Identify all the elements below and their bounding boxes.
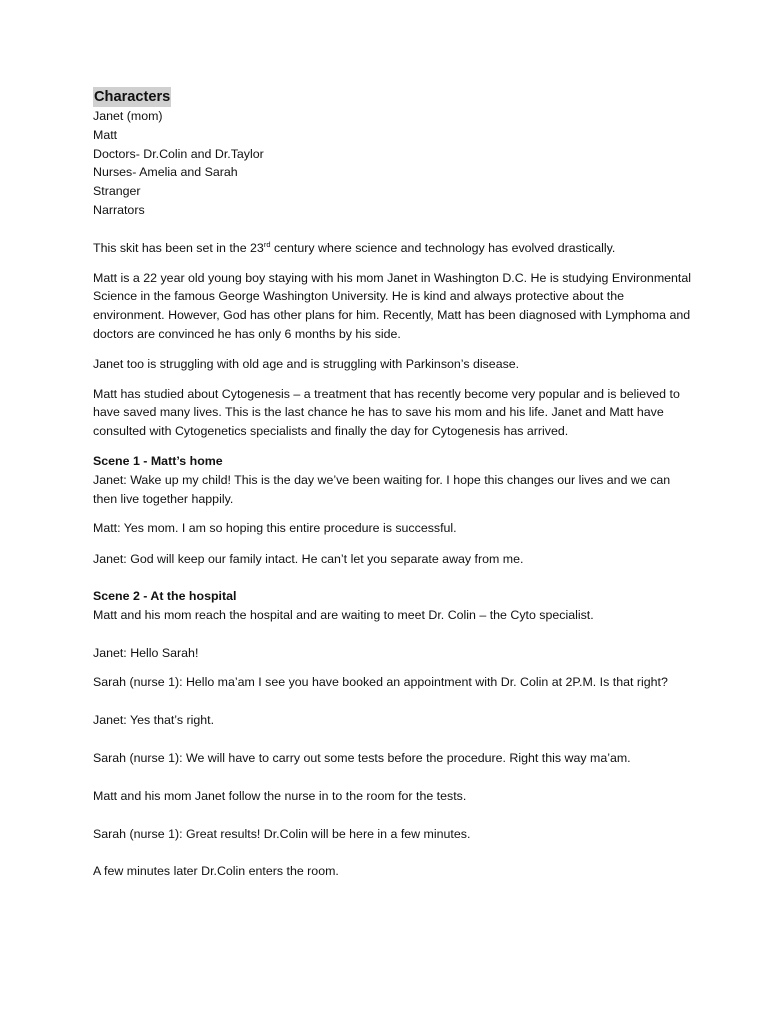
scene-1-title: Scene 1 - Matt’s home [93,453,223,468]
scene-2-line: A few minutes later Dr.Colin enters the room. [93,864,339,879]
scene-2-line: Sarah (nurse 1): Great results! Dr.Colin will be here in a few minutes. [93,826,471,841]
setting-text-before: This skit has been set in the 23 [93,240,264,255]
intro-paragraph-janet: Janet too is struggling with old age and is struggling with Parkinson’s disease. [93,356,520,371]
character-item: Narrators [93,202,145,217]
scene-2-line: Janet: Hello Sarah! [93,645,199,660]
scene-2-line: Sarah (nurse 1): We will have to carry out some tests before the procedure. Right this way ma’am. [93,750,631,765]
scene-2-title: Scene 2 - At the hospital [93,588,237,603]
character-item: Nurses- Amelia and Sarah [93,165,238,180]
intro-paragraph-matt: Matt is a 22 year old young boy staying with his mom Janet in Washington D.C. He is studying Environmental Science in the famous George Washington University. He is kind and always protective about the environment. However, God has other plans for him. Recently, Matt has been diagnosed with Lymphoma and doctors are convinced he has only 6 months by his side. [93,270,692,341]
scene-2-line: Janet: Yes that’s right. [93,713,215,728]
setting-superscript: rd [263,239,271,249]
intro-paragraph-cytogenesis: Matt has studied about Cytogenesis – a treatment that has recently become very popular and is believed to have saved many lives. This is the last chance he has to save his mom and his life. Janet and Matt have consulted with Cytogenetics specialists and finally the day for Cytogenesis has arrived. [93,386,680,439]
setting-text-after: century where science and technology has evolved drastically. [270,240,616,255]
setting-paragraph [93,239,693,258]
scene-1-line: Janet: Wake up my child! This is the day we’ve been waiting for. I hope this changes our lives and we can then live together happily. [93,472,671,506]
character-item: Stranger [93,184,141,199]
scene-1-line: Janet: God will keep our family intact. He can’t let you separate away from me. [93,552,524,567]
scene-2-intro: Matt and his mom reach the hospital and are waiting to meet Dr. Colin – the Cyto specialist. [93,607,594,622]
document-body [93,87,693,881]
characters-list [93,107,693,220]
scene-2-line: Matt and his mom Janet follow the nurse in to the room for the tests. [93,788,467,803]
characters-heading: Characters [94,89,171,105]
scene-2-line: Sarah (nurse 1): Hello ma’am I see you have booked an appointment with Dr. Colin at 2P.M. Is that right? [93,675,668,690]
character-item: Doctors- Dr.Colin and Dr.Taylor [93,146,264,161]
scene-1-line: Matt: Yes mom. I am so hoping this entire procedure is successful. [93,521,457,536]
character-item: Janet (mom) [93,109,163,123]
character-item: Matt [93,127,118,142]
